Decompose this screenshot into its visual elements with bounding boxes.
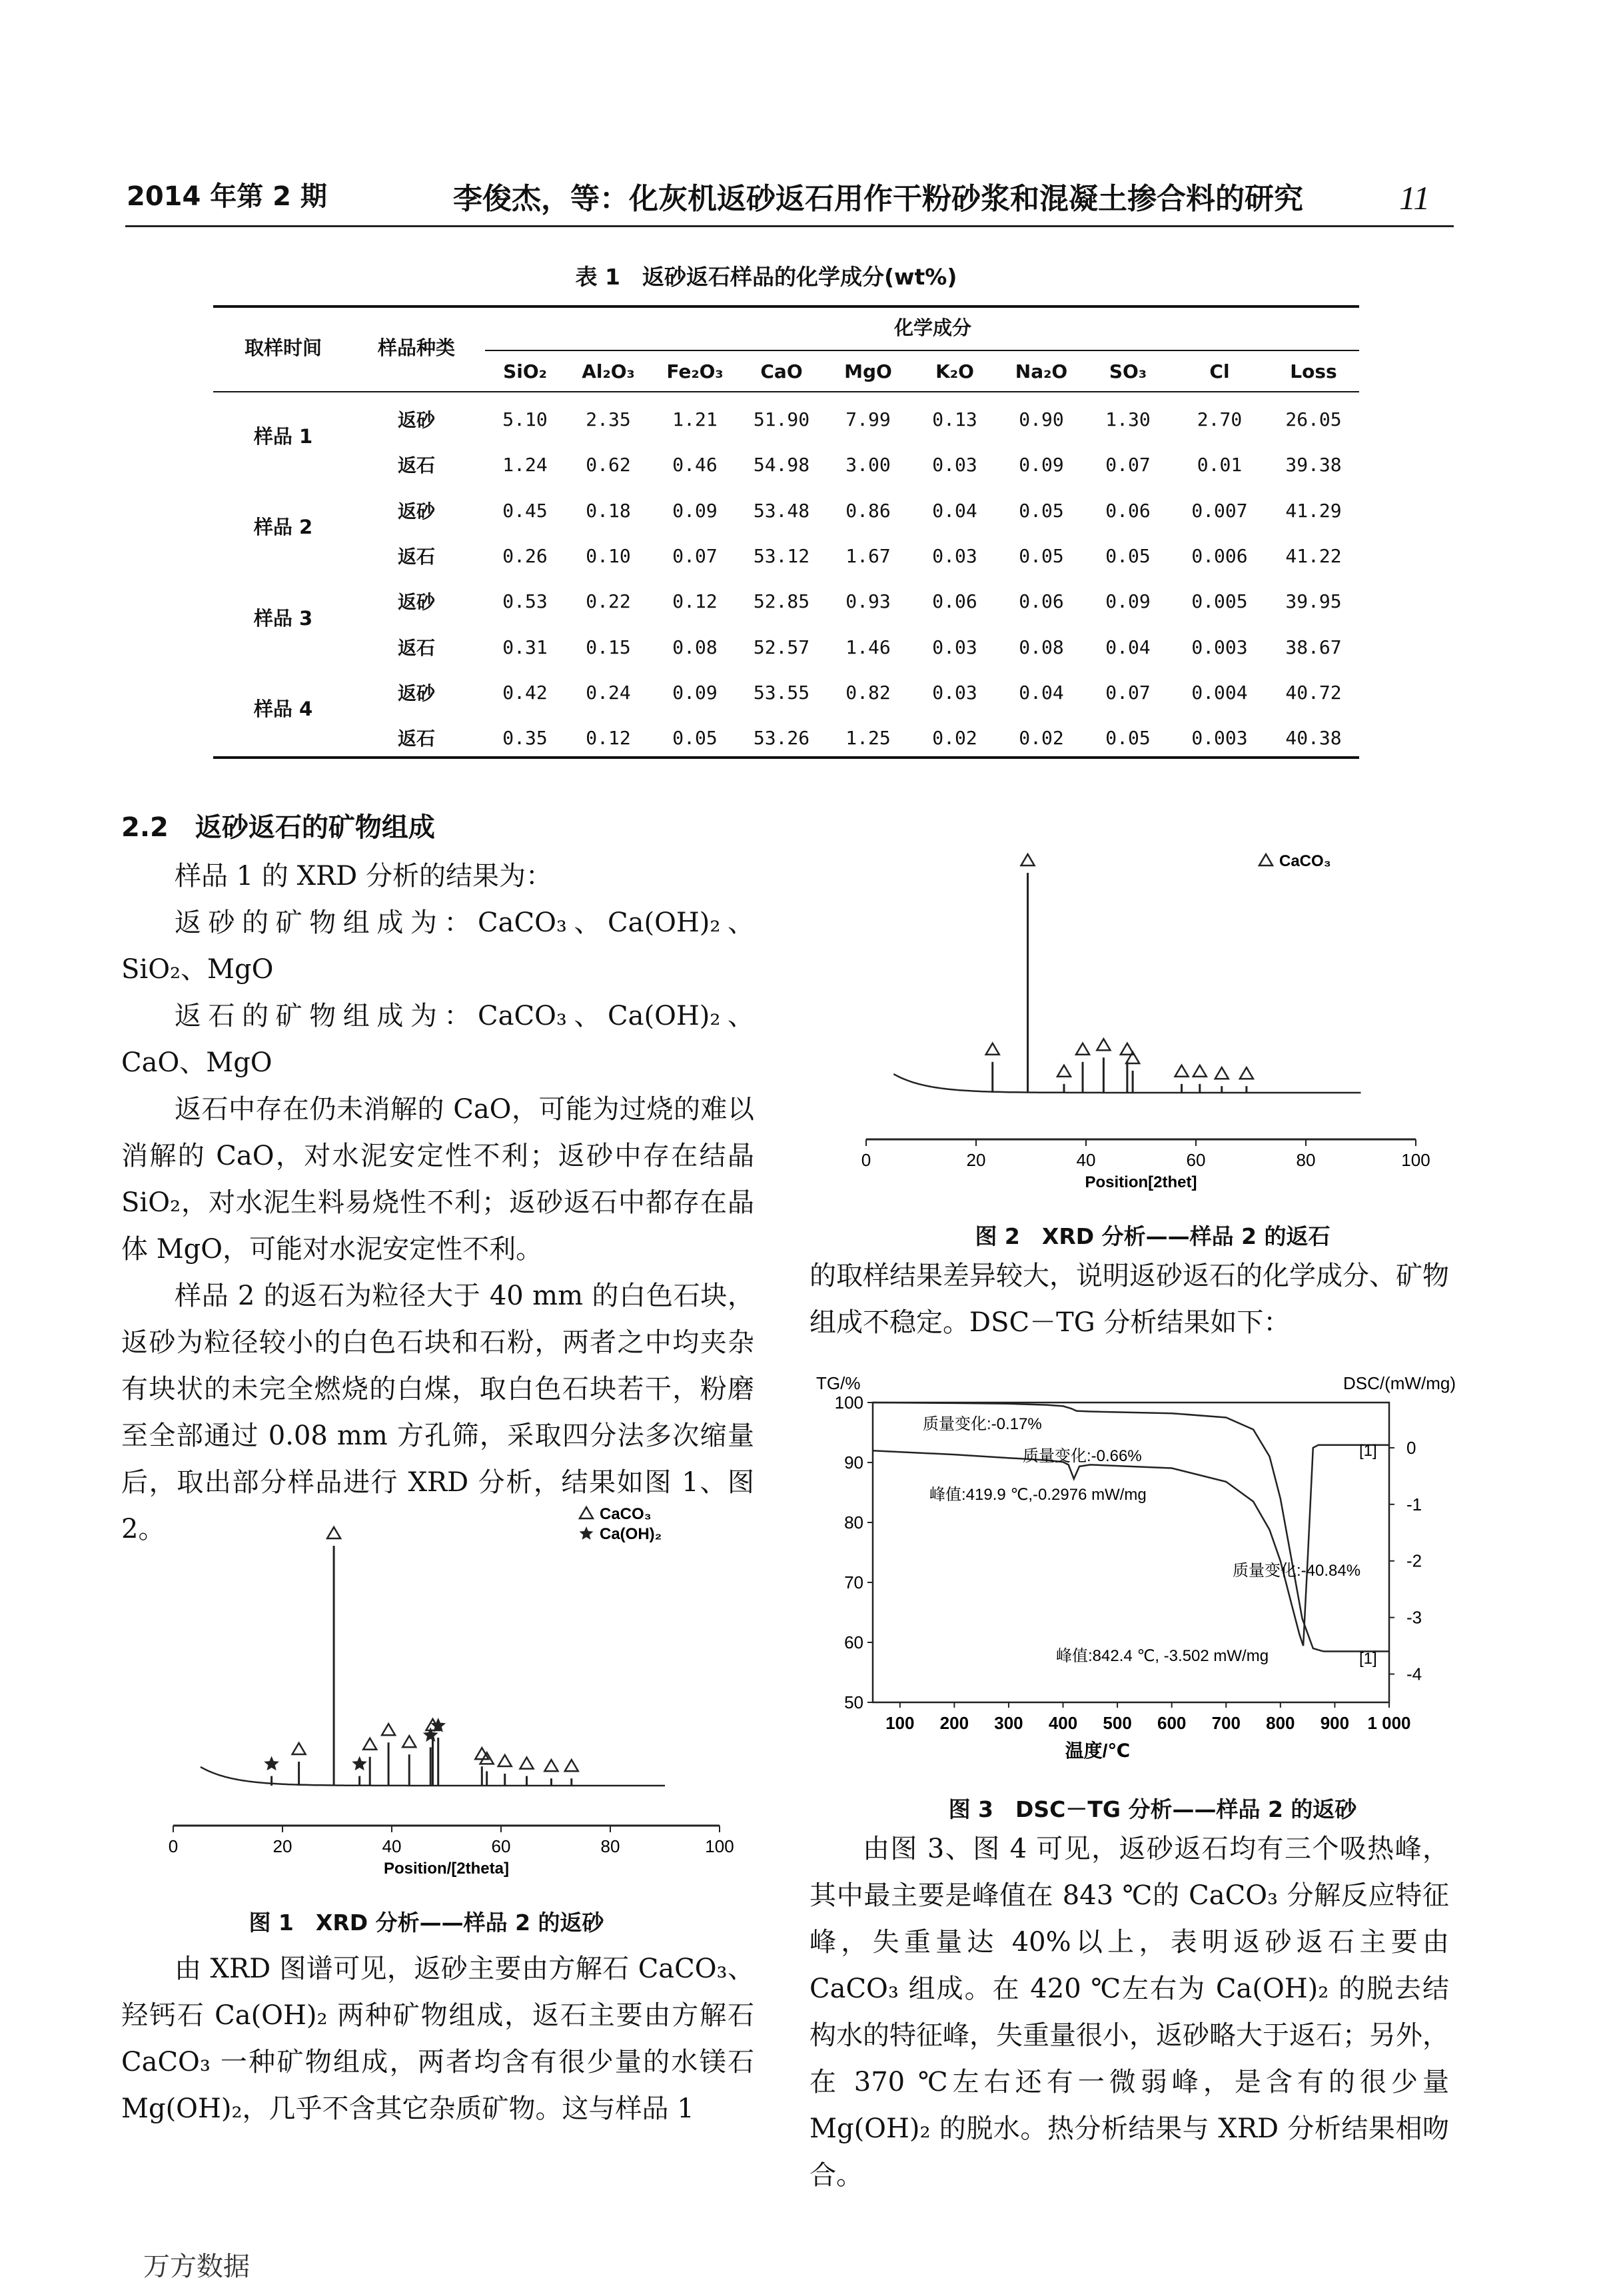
table-cell: 40.38 bbox=[1285, 727, 1342, 750]
xrd-chart-fig2 bbox=[813, 826, 1452, 1199]
calcite-marker bbox=[292, 1743, 306, 1754]
chart-annotation: 质量变化:-0.17% bbox=[923, 1415, 1042, 1433]
table-cell: 0.08 bbox=[1019, 636, 1064, 658]
sample-kind: 返砂 bbox=[397, 409, 435, 431]
table-cell: 38.67 bbox=[1285, 636, 1342, 658]
sample-name: 样品 2 bbox=[253, 516, 313, 539]
table-cell: 0.04 bbox=[1105, 636, 1151, 658]
x-tick-label: 100 bbox=[705, 1836, 734, 1856]
y-tick-label-left: 60 bbox=[844, 1632, 863, 1652]
table-cell: 0.13 bbox=[932, 408, 977, 430]
portlandite-marker bbox=[352, 1756, 367, 1771]
table-cell: 0.46 bbox=[672, 454, 718, 476]
paragraph: 的取样结果差异较大，说明返砂返石的化学成分、矿物组成不稳定。DSC－TG 分析结果如下： bbox=[809, 1261, 1449, 1338]
x-tick-label: 1 000 bbox=[1367, 1713, 1411, 1733]
calcite-marker bbox=[1076, 1043, 1089, 1055]
x-tick-label: 500 bbox=[1103, 1713, 1132, 1733]
dsc-tg-chart-fig3 bbox=[809, 1369, 1456, 1762]
running-title: 李俊杰，等：化灰机返砂返石用作干粉砂浆和混凝土掺合料的研究 bbox=[453, 182, 1303, 216]
chart-annotation: 峰值:419.9 ℃,-0.2976 mW/mg bbox=[929, 1486, 1147, 1504]
table-cell: 0.26 bbox=[502, 544, 548, 567]
table-header-kind: 样品种类 bbox=[377, 336, 455, 359]
y-tick-label-left: 90 bbox=[844, 1452, 863, 1472]
sample-kind: 返石 bbox=[397, 454, 435, 477]
paragraph: 返石的矿物组成为：CaCO₃、Ca(OH)₂、CaO、MgO bbox=[121, 1001, 754, 1078]
calcite-marker bbox=[402, 1736, 416, 1747]
table-cell: 0.003 bbox=[1191, 636, 1248, 658]
table-cell: 0.02 bbox=[1019, 727, 1064, 750]
table-cell: 3.00 bbox=[845, 454, 891, 476]
table-cell: 1.24 bbox=[502, 454, 548, 476]
table-cell: 0.003 bbox=[1191, 727, 1248, 750]
table-cell: 0.09 bbox=[672, 499, 718, 522]
y-tick-label-right: -3 bbox=[1406, 1607, 1422, 1628]
table-cell: 0.18 bbox=[586, 499, 631, 522]
x-tick-label: 100 bbox=[885, 1713, 915, 1733]
y-tick-label-left: 50 bbox=[844, 1692, 863, 1712]
x-tick-label: 80 bbox=[1296, 1150, 1316, 1170]
table-cell: 53.12 bbox=[753, 544, 810, 567]
x-tick-label: 0 bbox=[861, 1150, 871, 1170]
table-cell: 0.004 bbox=[1191, 681, 1248, 704]
col-header: Fe₂O₃ bbox=[666, 360, 724, 382]
table-cell: 0.03 bbox=[932, 636, 977, 658]
table-cell: 0.24 bbox=[586, 681, 631, 704]
table-cell: 39.95 bbox=[1285, 590, 1342, 613]
calcite-marker bbox=[327, 1527, 340, 1538]
sample-kind: 返砂 bbox=[397, 591, 435, 614]
table-cell: 0.03 bbox=[932, 681, 977, 704]
table-cell: 0.07 bbox=[1105, 454, 1151, 476]
calcite-marker bbox=[544, 1760, 558, 1771]
col-header: Al₂O₃ bbox=[582, 360, 635, 382]
paragraph: 返石中存在仍未消解的 CaO，可能为过烧的难以消解的 CaO，对水泥安定性不利；返砂中存在结晶 SiO₂，对水泥生料易烧性不利；返砂返石中都存在晶体 MgO，可能对水泥安定性不利。 bbox=[121, 1094, 754, 1265]
x-tick-label: 60 bbox=[1186, 1150, 1206, 1170]
table-cell: 0.45 bbox=[502, 499, 548, 522]
legend-label: Ca(OH)₂ bbox=[600, 1525, 662, 1543]
table-cell: 0.006 bbox=[1191, 544, 1248, 567]
chart-annotation: 峰值:842.4 ℃, -3.502 mW/mg bbox=[1056, 1647, 1269, 1665]
right-axis-label: DSC/(mW/mg) bbox=[1343, 1373, 1456, 1393]
sample-name: 样品 4 bbox=[253, 698, 313, 721]
fig3-caption: 图 3 DSC－TG 分析——样品 2 的返砂 bbox=[948, 1796, 1357, 1822]
table-header-time: 取样时间 bbox=[244, 336, 322, 359]
x-tick-label: 200 bbox=[939, 1713, 969, 1733]
tg-curve bbox=[873, 1403, 1389, 1652]
calcite-marker bbox=[1021, 854, 1035, 865]
portlandite-marker bbox=[580, 1526, 594, 1540]
x-axis-label: Position[2thet] bbox=[1085, 1173, 1197, 1191]
table-cell: 0.10 bbox=[586, 544, 631, 567]
table-cell: 1.67 bbox=[845, 544, 891, 567]
col-header: K₂O bbox=[935, 360, 974, 382]
x-tick-label: 20 bbox=[272, 1836, 292, 1856]
table-cell: 41.29 bbox=[1285, 499, 1342, 522]
chart-annotation: [1] bbox=[1359, 1442, 1377, 1460]
table-cell: 0.09 bbox=[1105, 590, 1151, 613]
table-cell: 0.08 bbox=[672, 636, 718, 658]
paragraph: 返砂的矿物组成为：CaCO₃、Ca(OH)₂、SiO₂、MgO bbox=[121, 907, 754, 985]
right-text-block-2 bbox=[809, 1826, 1449, 2199]
x-tick-label: 40 bbox=[382, 1836, 402, 1856]
table-caption: 表 1 返砂返石样品的化学成分(wt%) bbox=[575, 264, 957, 290]
calcite-marker bbox=[1057, 1065, 1071, 1077]
table-cell: 52.85 bbox=[753, 590, 810, 613]
col-header: CaO bbox=[760, 360, 803, 382]
section-heading: 2.2 返砂返石的矿物组成 bbox=[121, 812, 435, 843]
journal-issue: 2014 年第 2 期 bbox=[127, 181, 327, 212]
sample-kind: 返石 bbox=[397, 636, 435, 659]
calcite-marker bbox=[565, 1760, 578, 1771]
table-cell: 7.99 bbox=[845, 408, 891, 430]
x-tick-label: 700 bbox=[1211, 1713, 1241, 1733]
table-cell: 0.06 bbox=[1019, 590, 1064, 613]
x-tick-label: 800 bbox=[1266, 1713, 1295, 1733]
x-tick-label: 80 bbox=[600, 1836, 620, 1856]
table-cell: 0.03 bbox=[932, 454, 977, 476]
sample-kind: 返砂 bbox=[397, 682, 435, 704]
chart-annotation: [1] bbox=[1359, 1650, 1377, 1668]
table-cell: 52.57 bbox=[753, 636, 810, 658]
sample-kind: 返石 bbox=[397, 728, 435, 750]
x-tick-label: 900 bbox=[1320, 1713, 1350, 1733]
table-cell: 0.007 bbox=[1191, 499, 1248, 522]
col-header: Cl bbox=[1209, 360, 1230, 382]
sample-name: 样品 3 bbox=[253, 606, 313, 630]
chem-table bbox=[485, 351, 1359, 391]
table-cell: 41.22 bbox=[1285, 544, 1342, 567]
left-text-block bbox=[121, 853, 754, 1552]
table-column-headers bbox=[485, 351, 1359, 391]
table-cell: 0.05 bbox=[1019, 499, 1064, 522]
x-tick-label: 60 bbox=[491, 1836, 511, 1856]
table-cell: 0.07 bbox=[1105, 681, 1151, 704]
calcite-marker bbox=[480, 1752, 494, 1764]
x-tick-label: 20 bbox=[966, 1150, 986, 1170]
table-cell: 39.38 bbox=[1285, 454, 1342, 476]
table-cell: 53.55 bbox=[753, 681, 810, 704]
x-axis-label: 温度/℃ bbox=[1065, 1740, 1131, 1761]
right-text-block bbox=[809, 1253, 1449, 1346]
calcite-marker bbox=[1215, 1067, 1229, 1079]
left-text-block-2 bbox=[121, 1946, 754, 2132]
table-header-group: 化学成分 bbox=[893, 316, 971, 339]
y-tick-label-right: 0 bbox=[1406, 1437, 1416, 1458]
table-cell: 2.35 bbox=[586, 408, 631, 430]
paragraph: 由 XRD 图谱可见，返砂主要由方解石 CaCO₃、羟钙石 Ca(OH)₂ 两种矿物组成，返石主要由方解石 CaCO₃ 一种矿物组成，两者均含有很少量的水镁石 Mg(OH)₂，几乎不含其它杂质矿物。这与样品 1 bbox=[121, 1954, 754, 2124]
legend-label: CaCO₃ bbox=[600, 1505, 652, 1523]
table-top-rule bbox=[213, 305, 1359, 308]
table-cell: 26.05 bbox=[1285, 408, 1342, 430]
table-cell: 0.02 bbox=[932, 727, 977, 750]
table-cell: 0.05 bbox=[1105, 727, 1151, 750]
chart-annotation: 质量变化:-0.66% bbox=[1023, 1447, 1142, 1465]
dsc-curve bbox=[873, 1445, 1389, 1646]
table-cell: 0.35 bbox=[502, 727, 548, 750]
table-cell: 2.70 bbox=[1197, 408, 1243, 430]
calcite-marker bbox=[1259, 854, 1273, 865]
table-cell: 0.005 bbox=[1191, 590, 1248, 613]
col-header: SiO₂ bbox=[503, 360, 547, 382]
paragraph: 由图 3、图 4 可见，返砂返石均有三个吸热峰，其中最主要是峰值在 843 ℃的 CaCO₃ 分解反应特征峰，失重量达 40%以上，表明返砂返石主要由 CaCO₃ 组成。在 420 ℃左右为 Ca(OH)₂ 的脱去结构水的特征峰，失重量很小，返砂略大于返石；另外，在 370 ℃左右还有一微弱峰，是含有的很少量 Mg(OH)₂ 的脱水。热分析结果与 XRD 分析结果相吻合。 bbox=[809, 1834, 1449, 2191]
table-cell: 1.21 bbox=[672, 408, 718, 430]
table-cell: 5.10 bbox=[502, 408, 548, 430]
col-header: SO₃ bbox=[1109, 360, 1147, 382]
table-cell: 0.04 bbox=[932, 499, 977, 522]
table-header-rule bbox=[213, 391, 1359, 392]
chart-annotation: 质量变化:-40.84% bbox=[1233, 1562, 1361, 1580]
x-tick-label: 600 bbox=[1157, 1713, 1187, 1733]
left-axis-label: TG/% bbox=[816, 1373, 861, 1393]
calcite-marker bbox=[1240, 1067, 1253, 1079]
table-cell: 0.01 bbox=[1197, 454, 1243, 476]
y-tick-label-right: -1 bbox=[1406, 1494, 1422, 1514]
table-cell: 40.72 bbox=[1285, 681, 1342, 704]
table-cell: 0.53 bbox=[502, 590, 548, 613]
table-cell: 0.31 bbox=[502, 636, 548, 658]
table-cell: 0.62 bbox=[586, 454, 631, 476]
table-cell: 0.09 bbox=[1019, 454, 1064, 476]
col-header: MgO bbox=[844, 360, 892, 382]
table-cell: 53.48 bbox=[753, 499, 810, 522]
table-cell: 1.46 bbox=[845, 636, 891, 658]
table-cell: 0.05 bbox=[672, 727, 718, 750]
legend-label: CaCO₃ bbox=[1279, 852, 1331, 870]
watermark: 万方数据 bbox=[143, 2251, 250, 2282]
table-cell: 53.26 bbox=[753, 727, 810, 750]
calcite-marker bbox=[580, 1507, 593, 1518]
xrd-chart-fig1 bbox=[133, 1492, 760, 1879]
table-cell: 0.04 bbox=[1019, 681, 1064, 704]
portlandite-marker bbox=[264, 1756, 279, 1771]
calcite-marker bbox=[1175, 1065, 1189, 1077]
table-cell: 0.12 bbox=[672, 590, 718, 613]
calcite-marker bbox=[382, 1724, 395, 1735]
y-tick-label-left: 70 bbox=[844, 1572, 863, 1592]
page-number: 11 bbox=[1399, 179, 1430, 217]
table-cell: 0.15 bbox=[586, 636, 631, 658]
paragraph: 样品 2 的返石为粒径大于 40 mm 的白色石块，返砂为粒径较小的白色石块和石粉，两者之中均夹杂有块状的未完全燃烧的白煤，取白色石块若干，粉磨至全部通过 0.08 mm 方孔筛，采取四分法多次缩量后，取出部分样品进行 XRD 分析，结果如图 1、图 2。 bbox=[121, 1281, 754, 1544]
table-cell: 0.86 bbox=[845, 499, 891, 522]
table-bottom-rule bbox=[213, 756, 1359, 759]
table-cell: 54.98 bbox=[753, 454, 810, 476]
table-cell: 0.82 bbox=[845, 681, 891, 704]
table-cell: 0.06 bbox=[1105, 499, 1151, 522]
sample-kind: 返砂 bbox=[397, 500, 435, 522]
y-tick-label-left: 80 bbox=[844, 1512, 863, 1532]
table-cell: 1.30 bbox=[1105, 408, 1151, 430]
fig1-caption: 图 1 XRD 分析——样品 2 的返砂 bbox=[249, 1910, 604, 1936]
table-cell: 0.93 bbox=[845, 590, 891, 613]
calcite-marker bbox=[1097, 1039, 1110, 1050]
table-cell: 0.42 bbox=[502, 681, 548, 704]
table-cell: 0.09 bbox=[672, 681, 718, 704]
calcite-marker bbox=[1193, 1065, 1207, 1077]
fig2-caption: 图 2 XRD 分析——样品 2 的返石 bbox=[975, 1223, 1331, 1249]
table-cell: 0.05 bbox=[1019, 544, 1064, 567]
paragraph: 样品 1 的 XRD 分析的结果为： bbox=[175, 861, 552, 891]
x-tick-label: 400 bbox=[1048, 1713, 1078, 1733]
x-tick-label: 0 bbox=[168, 1836, 179, 1856]
x-tick-label: 40 bbox=[1076, 1150, 1096, 1170]
x-tick-label: 300 bbox=[994, 1713, 1023, 1733]
table-cell: 0.90 bbox=[1019, 408, 1064, 430]
header-rule bbox=[125, 225, 1454, 227]
sample-name: 样品 1 bbox=[253, 424, 313, 448]
table-cell: 0.05 bbox=[1105, 544, 1151, 567]
table-cell: 0.22 bbox=[586, 590, 631, 613]
y-tick-label-right: -2 bbox=[1406, 1550, 1422, 1571]
y-tick-label-left: 100 bbox=[834, 1393, 863, 1413]
calcite-marker bbox=[986, 1043, 999, 1055]
x-tick-label: 100 bbox=[1401, 1150, 1430, 1170]
table-cell: 51.90 bbox=[753, 408, 810, 430]
col-header: Loss bbox=[1290, 360, 1337, 382]
y-tick-label-right: -4 bbox=[1406, 1664, 1422, 1684]
calcite-marker bbox=[498, 1755, 512, 1766]
x-axis-label: Position/[2theta] bbox=[383, 1860, 510, 1878]
col-header: Na₂O bbox=[1015, 360, 1068, 382]
table-cell: 0.06 bbox=[932, 590, 977, 613]
table-cell: 0.12 bbox=[586, 727, 631, 750]
sample-kind: 返石 bbox=[397, 545, 435, 568]
calcite-marker bbox=[363, 1738, 376, 1750]
table-cell: 0.03 bbox=[932, 544, 977, 567]
table-cell: 1.25 bbox=[845, 727, 891, 750]
table-cell: 0.07 bbox=[672, 544, 718, 567]
calcite-marker bbox=[520, 1758, 534, 1769]
